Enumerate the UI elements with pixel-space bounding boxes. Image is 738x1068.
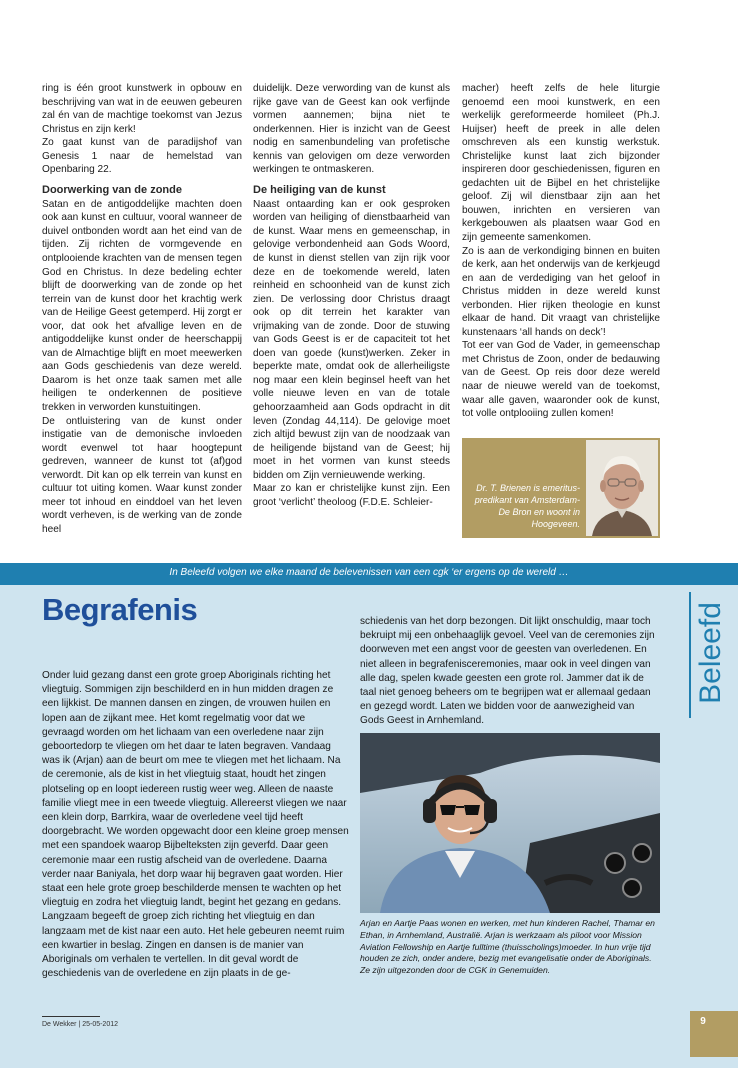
portrait-illustration (586, 440, 658, 536)
article-column-2 (253, 82, 450, 509)
article-column-1 (42, 82, 242, 537)
paragraph: Maar zo kan er christelijke kunst zijn. Een groot ‘verlicht’ theoloog (F.D.E. Schleier- (253, 483, 450, 508)
paragraph: Zo gaat kunst van de paradijshof van Genesis 1 naar de hemelstad van Openbaring 22. (42, 137, 242, 176)
paragraph: duidelijk. Deze verwording van de kunst als rijke gave van de Geest kan ook verfijnde vormen aannemen; bijna niet te onderkennen. Hier is inzicht van de Geest nodig en samenbundeling van profetische kennis van gelovigen om deze verworden werkingen te ontmaskeren. (253, 83, 450, 176)
page-number: 9 (700, 1016, 706, 1027)
paragraph: Naast ontaarding kan er ook gesproken worden van heiliging of dienstbaarheid van de kunst. Waar mens en gemeenschap, in gelovige verbondenheid aan Gods Woord, de kunst in dienst stellen van zijn rijk voor deze en de toekomende wereld, laten reinheid en schoonheid van de kunst zich zien. De verlossing door Christus draagt ook op dit terrein het karakter van vrijmaking van de zonde. Door de stuwing van Gods Geest is er de capaciteit tot het doen van goede (kunst)werken. Zeker in beperkte mate, omdat ook de allerheiligste nog maar een klein beginsel heeft van het volle nieuwe leven en van de totale gehoorzaamheid aan Gods opdracht in dit leven (Zondag 44,114). De gelovige moet zich altijd bewust zijn van de noodzaak van de heiligende bijstand van de Geest; hij moet in het vormen van kunst steeds bidden om Zijn vernieuwende werking. (253, 198, 450, 481)
paragraph: Zo is aan de verkondiging binnen en buiten de kerk, aan het onderwijs van de kerkjeugd en aan de verdediging van het geloof in Christus midden in deze wereld kunst verbonden. Hier rijken theologie en kunst elkaar de hand. Dit vraagt van christelijke kunstenaars ‘all hands on deck’! (462, 245, 660, 338)
section-label: Beleefd (694, 602, 727, 704)
footer-divider (42, 1016, 100, 1017)
page-title: Begrafenis (42, 592, 198, 627)
paragraph: Satan en de antigoddelijke machten doen ook aan kunst en cultuur, vooral wanneer de duivel ontbonden wordt aan het eind van de tijden. Zij richten de vormgevende en ontplooiende krachten van de mensen tegen God en Christus. In deze bedeling echter blijft de doorwerking van de zonde op het terrein van de kunst door het krachtig werk van de Heilige Geest getemperd. Hij zorgt er voor, dat ook het afvallige leven en de antigoddelijke kunst onder de heerschappij van de Almachtige blijft en moet meewerken aan Gods geschiedenis van deze wereld. Daarom is het onze taak samen met alle heiligen te onderkennen de positieve trekken in verworden kunstuitingen. (42, 198, 242, 414)
section-banner (0, 563, 738, 585)
banner-text: In Beleefd volgen we elke maand de belevenissen van een cgk ‘er ergens op de wereld … (169, 567, 569, 578)
photo-caption: Arjan en Aartje Paas wonen en werken, met hun kinderen Rachel, Thamar en Ethan, in Arnhemland, Australië. Arjan is werkzaam als piloot voor Mission Aviation Fellowship en Aartje fulltime (thuisscholings)moeder. In hun vrije tijd houden ze zich, onder andere, bezig met evangelisatie onder de Aboriginals. Ze zijn uitgezonden door de CGK in Genemuiden. (360, 918, 655, 976)
page-number-box (690, 1011, 738, 1057)
paragraph: ring is één groot kunstwerk in opbouw en beschrijving van wat in de eeuwen gebeuren zal én van de machtige toekomst van Jezus Christus en zijn kerk! (42, 83, 242, 135)
section-heading: Doorwerking van de zonde (42, 183, 182, 196)
author-box (462, 438, 660, 538)
section-divider (689, 592, 691, 718)
author-caption: Dr. T. Brienen is emerituspredikant van Amsterdam-De Bron en woont in Hoogeveen. (474, 483, 580, 529)
beleefd-column-2: schiedenis van het dorp bezongen. Dit lijkt onschuldig, maar toch bekruipt mij een onbehaaglijk gevoel. Veel van de ceremonies zijn doorweven met een angst voor de geesten van overledenen. En niet alleen in begrafenisceremonies, maar ook in veel dingen van alle dag, spelen kwade geesten een grote rol. Jammer dat ik de taal niet genoeg beheers om te begrijpen wat er allemaal gedaan en gezegd wordt. Laten we bidden voor de aanwezigheid van Gods Geest in Arnhemland. (360, 616, 655, 727)
section-heading: De heiliging van de kunst (253, 183, 386, 196)
beleefd-column-1: Onder luid gezang danst een grote groep Aboriginals richting het vliegtuig. Sommigen zijn beschilderd en in hun midden dragen ze een lijkkist. De mannen dansen en zingen, de vrouwen huilen en lopen aan de zijkant mee. Het komt regelmatig voor dat we gevraagd worden om het lichaam van een overledene naar zijn geboortedorp te vliegen om het daar te laten begraven. Vandaag was ik (Arjan) aan de beurt om mee te vliegen met het lichaam. Na de ceremonie, als de kist in het vliegtuig staat, houdt het zingen plotseling op en loopt iedereen rustig weer weg. Alleen de naaste familie vliegt mee in een tweede vliegtuig. Allereerst vliegen we naar een klein dorp, Barrkira, waar de overledene veel tijd heeft doorgebracht. We worden opgewacht door een kleine groep mensen met een spandoek waarop Bijbelteksten zijn geverfd. Daar geen ceremonie maar een rustig afscheid van de overledene. Daarna verder naar Baniyala, het dorp waar hij begraven gaat worden. Hier staat een hele grote groep beschilderde mensen te wachten op het vliegtuig en zodra het vliegtuig landt, begint het gezang en gedans. Langzaam begeeft de groep zich richting het vliegtuig en dan langzaam met de kist naar een auto. Het hele gebeuren neemt ruim een kwartier in beslag. Zingen en dansen is de manier van Aboriginals om verhalen te vertellen. In dit geval wordt de geschiedenis van de overledene en zijn plaats in de ge- (42, 670, 349, 980)
pilot-photo (360, 733, 660, 913)
paragraph: macher) heeft zelfs de hele liturgie genoemd een mooi kunstwerk, en een werkelijk gereformeerde homileet (Ph.J. Huijser) heeft de preek in alle delen omschreven als een kunstig werkstuk. Christelijke kunst laat zich bijzonder inspireren door geschiedenissen, figuren en gedachten uit de Bijbel en het christelijke geloof. Zij wil dienstbaar zijn aan het bouwen, inrichten en versieren van kerkgebouwen als plaatsen waar God en zijn gemeente samenkomen. (462, 83, 660, 244)
paragraph: De ontluistering van de kunst onder instigatie van de demonische invloeden wordt evenwel tot haar hoogtepunt gedreven, wanneer de kunst tot (af)god verwordt. Dit kan op elk terrein van kunst en cultuur tot uiting komen. Waar kunst zonder meer tot inhoud en einddoel van het leven wordt verheven, is de werking van de zonde heel (42, 415, 242, 535)
cockpit-illustration (360, 733, 660, 913)
article-column-3 (462, 82, 660, 421)
paragraph: Tot eer van God de Vader, in gemeenschap met Christus de Zoon, onder de bedauwing van de Geest. Op reis door deze wereld naar de nieuwe wereld van de toekomst, waar alle gaven, waaronder ook de kunst, tot volle ontplooiing zullen komen! (462, 340, 660, 420)
author-portrait (586, 440, 658, 536)
publication-info: De Wekker | 25-05-2012 (42, 1021, 119, 1028)
